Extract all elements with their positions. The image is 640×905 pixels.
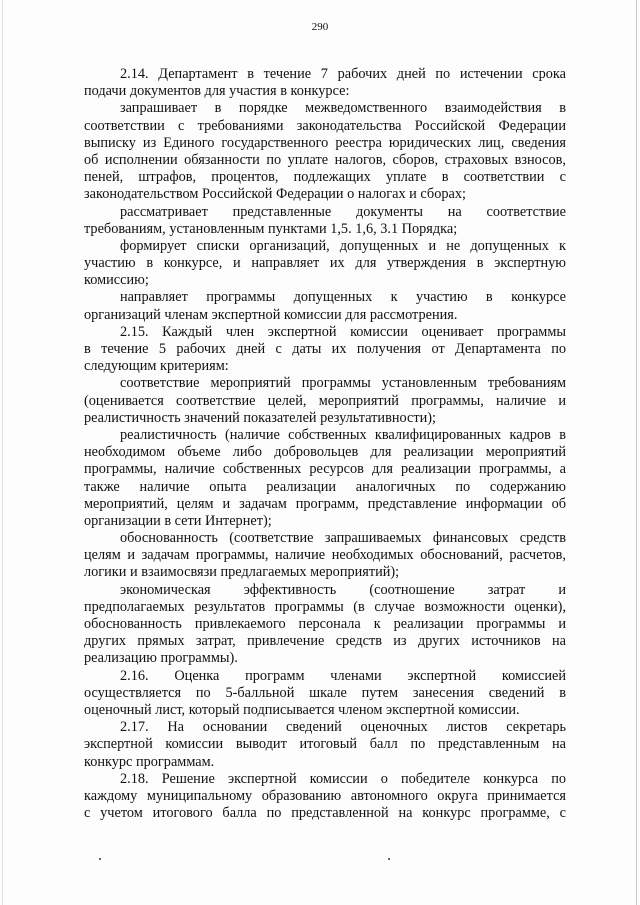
document-body [84,66,566,822]
text-line: других прямых затрат, привлечение средств из других источников на [84,633,566,650]
text-line: требованиям, установленным пунктами 1,5. 1,6, 3.1 Порядка; [84,220,458,237]
text-line: запрашивает в порядке межведомственного взаимодействия в [120,100,566,117]
text-line: 2.14. Департамент в течение 7 рабочих дней по истечении срока [120,66,566,82]
text-line: (оценивается соответствие целей, мероприятий программы, наличие и [84,392,566,409]
text-line: формирует списки организаций, допущенных и не допущенных к [120,237,566,254]
text-line: экономическая эффективность (соотношение затрат и [120,581,566,598]
text-line: комиссию; [84,272,149,289]
text-line: мероприятий, целям и задачам программ, представление информации об [84,495,566,512]
text-line: направляет программы допущенных к участию в конкурсе [120,289,566,306]
text-line: реалистичность значений показателей результативности); [84,409,436,426]
scan-speck [388,858,390,860]
text-line: следующим критериям: [84,358,229,375]
text-line: 2.15. Каждый член экспертной комиссии оценивает программы [120,323,566,340]
text-line: организации в сети Интернет); [84,512,272,529]
text-line: соответствии с требованиями законодательства Российской Федерации [84,117,566,134]
text-line: осуществляется по 5-балльной шкале путем занесения сведений в [84,684,566,701]
text-line: экспертной комиссии выводит итоговый балл по представленным на [84,736,566,753]
text-line: соответствие мероприятий программы установленным требованиям [120,375,566,392]
text-line: оценочный лист, который подписывается членом экспертной комиссии. [84,701,520,718]
text-line: рассматривает представленные документы на соответствие [120,203,566,220]
scan-speck [99,858,101,860]
text-line: 2.16. Оценка программ членами экспертной комиссией [120,667,566,684]
text-line: в течение 5 рабочих дней с даты их получения от Департамента по [84,341,566,357]
text-line: обоснованность (соответствие запрашиваемых финансовых средств [120,530,566,547]
text-line: законодательством Российской Федерации о налогах и сборах; [84,186,466,203]
page-edge-left [2,0,3,905]
text-line: целям и задачам программы, наличие необходимых обоснований, расчетов, [84,547,566,564]
text-line: с учетом итогового балла по представленной на конкурс программе, с [84,805,566,822]
text-line: организаций членам экспертной комиссии для рассмотрения. [84,306,458,323]
page-edge-right [636,0,637,905]
text-line: необходимом объеме либо добровольцев для реализации мероприятий [84,444,566,461]
text-line: 2.17. На основании сведений оценочных листов секретарь [120,719,566,736]
text-line: также наличие опыта реализации аналогичных по содержанию [84,478,566,495]
text-line: каждому муниципальному образованию автономного округа принимается [84,787,566,804]
text-line: участию в конкурсе, и направляет их для утверждения в экспертную [84,255,566,272]
text-line: реалистичность (наличие собственных квалифицированных кадров в [120,426,566,443]
page-number: 290 [311,21,329,33]
text-line: программы, наличие собственных ресурсов для реализации программы, а [84,461,566,478]
text-line: реализацию программы). [84,650,238,667]
text-line: пеней, штрафов, процентов, подлежащих уплате в соответствии с [84,169,566,186]
text-line: подачи документов для участия в конкурсе: [84,83,350,100]
text-line: обоснованность привлекаемого персонала к реализации программы и [84,616,566,632]
text-line: конкурс программам. [84,753,215,770]
text-line: выписку из Единого государственного реестра юридических лиц, сведения [84,134,566,151]
text-line: об исполнении обязанности по уплате налогов, сборов, страховых взносов, [84,151,566,168]
text-line: 2.18. Решение экспертной комиссии о победителе конкурса по [120,770,566,787]
text-line: логики и взаимосвязи предлагаемых мероприятий); [84,564,400,581]
text-line: предполагаемых результатов программы (в случае возможности оценки), [84,598,566,615]
